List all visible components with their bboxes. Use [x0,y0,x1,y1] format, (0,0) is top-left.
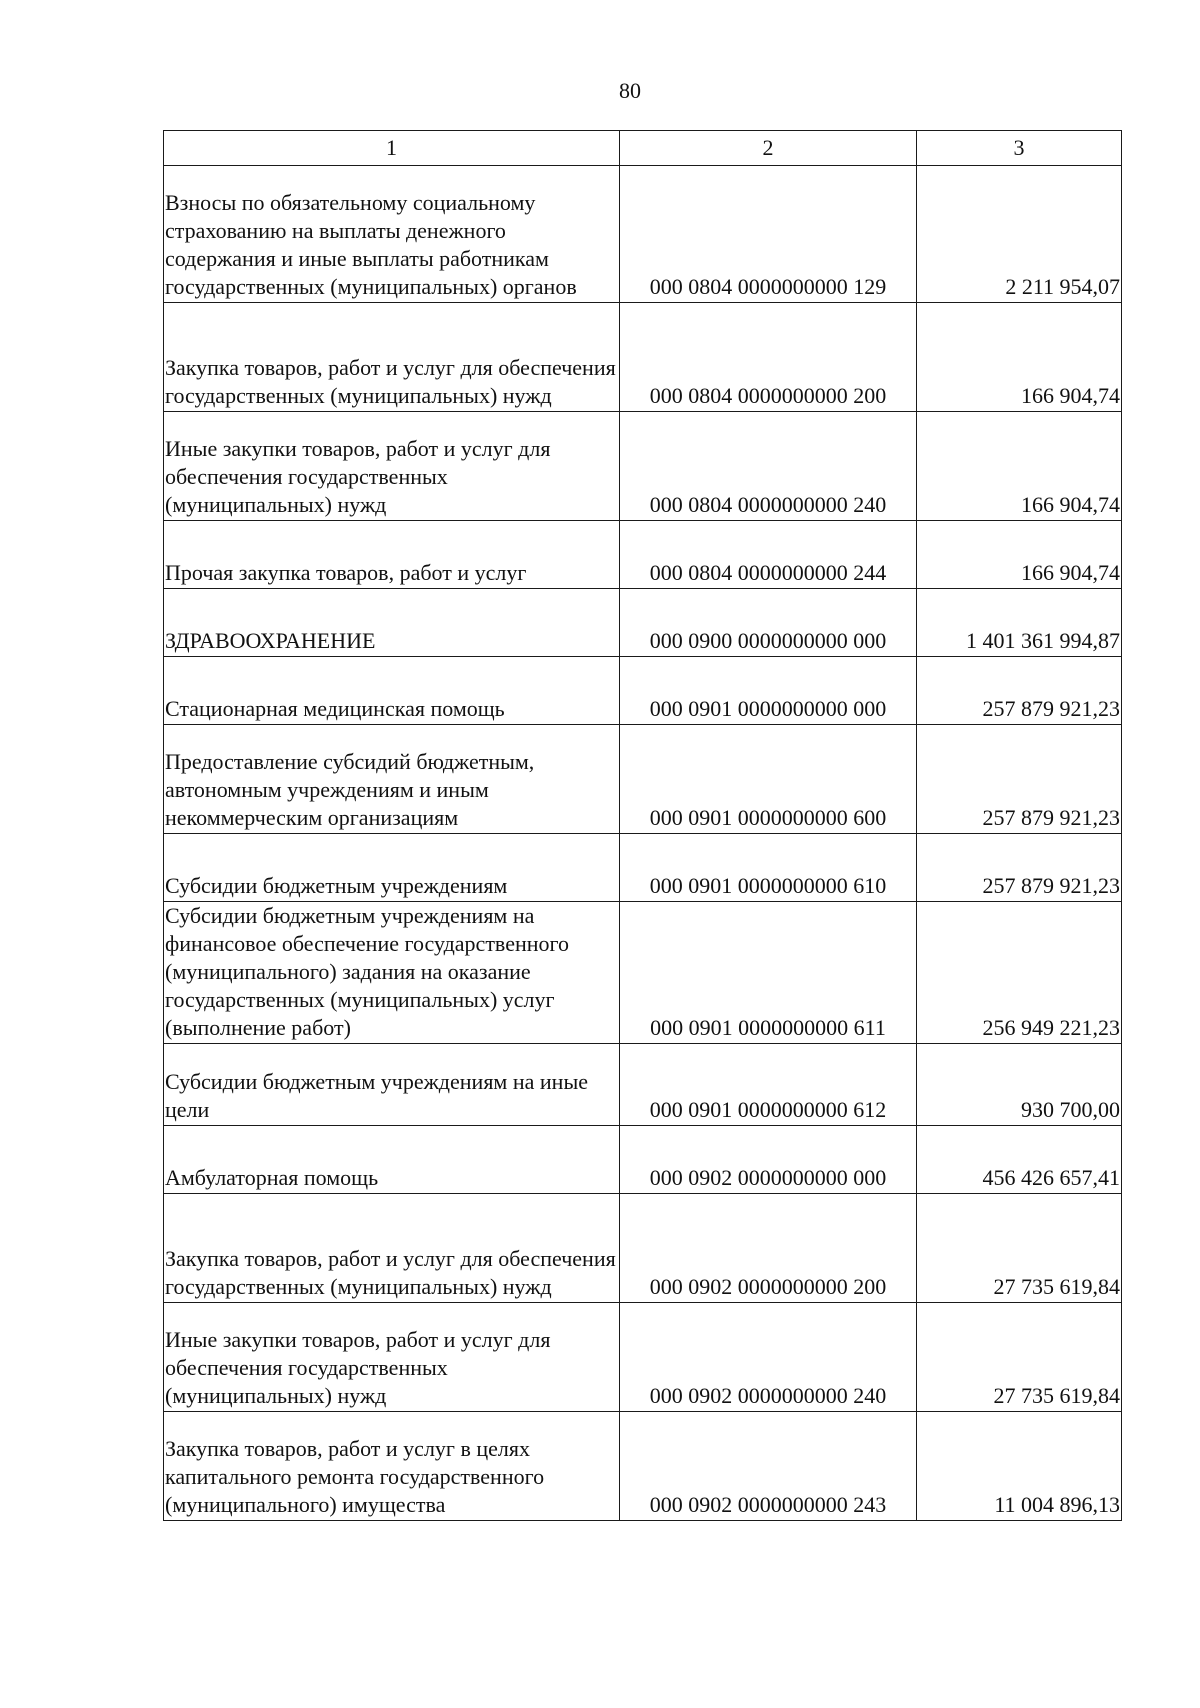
row-amount: 456 426 657,41 [917,1126,1122,1194]
row-name: Прочая закупка товаров, работ и услуг [164,521,620,589]
table-row [164,1412,1122,1521]
row-name: Взносы по обязательному социальному страхованию на выплаты денежного содержания и иные выплаты работникам государственных (муниципальных) органов [164,166,620,303]
table-row [164,1044,1122,1126]
row-amount: 166 904,74 [917,521,1122,589]
row-amount: 257 879 921,23 [917,834,1122,902]
row-name: Амбулаторная помощь [164,1126,620,1194]
row-code: 000 0804 0000000000 244 [620,521,917,589]
row-amount: 166 904,74 [917,412,1122,521]
table-row [164,521,1122,589]
table-row [164,1126,1122,1194]
column-header-3: 3 [917,131,1122,166]
row-amount: 166 904,74 [917,303,1122,412]
row-name: Субсидии бюджетным учреждениям [164,834,620,902]
row-code: 000 0901 0000000000 610 [620,834,917,902]
budget-table [163,130,1122,1521]
table-row [164,834,1122,902]
row-name: Субсидии бюджетным учреждениям на финансовое обеспечение государственного (муниципального) задания на оказание государственных (муниципальных) услуг (выполнение работ) [164,902,620,1044]
row-code: 000 0901 0000000000 611 [620,902,917,1044]
page-number: 80 [619,78,641,103]
row-amount: 2 211 954,07 [917,166,1122,303]
row-name: Субсидии бюджетным учреждениям на иные цели [164,1044,620,1126]
row-amount: 257 879 921,23 [917,725,1122,834]
row-name: Закупка товаров, работ и услуг для обеспечения государственных (муниципальных) нужд [164,1194,620,1303]
table-header-row [164,131,1122,166]
row-code: 000 0804 0000000000 240 [620,412,917,521]
row-name: ЗДРАВООХРАНЕНИЕ [164,589,620,657]
table-row [164,657,1122,725]
row-code: 000 0804 0000000000 200 [620,303,917,412]
table-row [164,1303,1122,1412]
table-row [164,166,1122,303]
row-code: 000 0902 0000000000 000 [620,1126,917,1194]
column-header-1: 1 [164,131,620,166]
table-row [164,303,1122,412]
row-name: Закупка товаров, работ и услуг для обеспечения государственных (муниципальных) нужд [164,303,620,412]
column-header-2: 2 [620,131,917,166]
table-row [164,412,1122,521]
row-code: 000 0902 0000000000 240 [620,1303,917,1412]
row-name: Иные закупки товаров, работ и услуг для обеспечения государственных (муниципальных) нужд [164,1303,620,1412]
table-row [164,589,1122,657]
row-name: Предоставление субсидий бюджетным, автономным учреждениям и иным некоммерческим организациям [164,725,620,834]
row-code: 000 0901 0000000000 000 [620,657,917,725]
row-name: Закупка товаров, работ и услуг в целях капитального ремонта государственного (муниципального) имущества [164,1412,620,1521]
row-code: 000 0901 0000000000 612 [620,1044,917,1126]
table-row [164,725,1122,834]
row-code: 000 0804 0000000000 129 [620,166,917,303]
row-amount: 27 735 619,84 [917,1194,1122,1303]
row-code: 000 0902 0000000000 243 [620,1412,917,1521]
row-code: 000 0900 0000000000 000 [620,589,917,657]
row-amount: 257 879 921,23 [917,657,1122,725]
row-name: Стационарная медицинская помощь [164,657,620,725]
table-row [164,1194,1122,1303]
row-amount: 1 401 361 994,87 [917,589,1122,657]
row-amount: 256 949 221,23 [917,902,1122,1044]
table-row [164,902,1122,1044]
row-code: 000 0902 0000000000 200 [620,1194,917,1303]
row-code: 000 0901 0000000000 600 [620,725,917,834]
row-amount: 27 735 619,84 [917,1303,1122,1412]
row-amount: 11 004 896,13 [917,1412,1122,1521]
row-amount: 930 700,00 [917,1044,1122,1126]
row-name: Иные закупки товаров, работ и услуг для обеспечения государственных (муниципальных) нужд [164,412,620,521]
